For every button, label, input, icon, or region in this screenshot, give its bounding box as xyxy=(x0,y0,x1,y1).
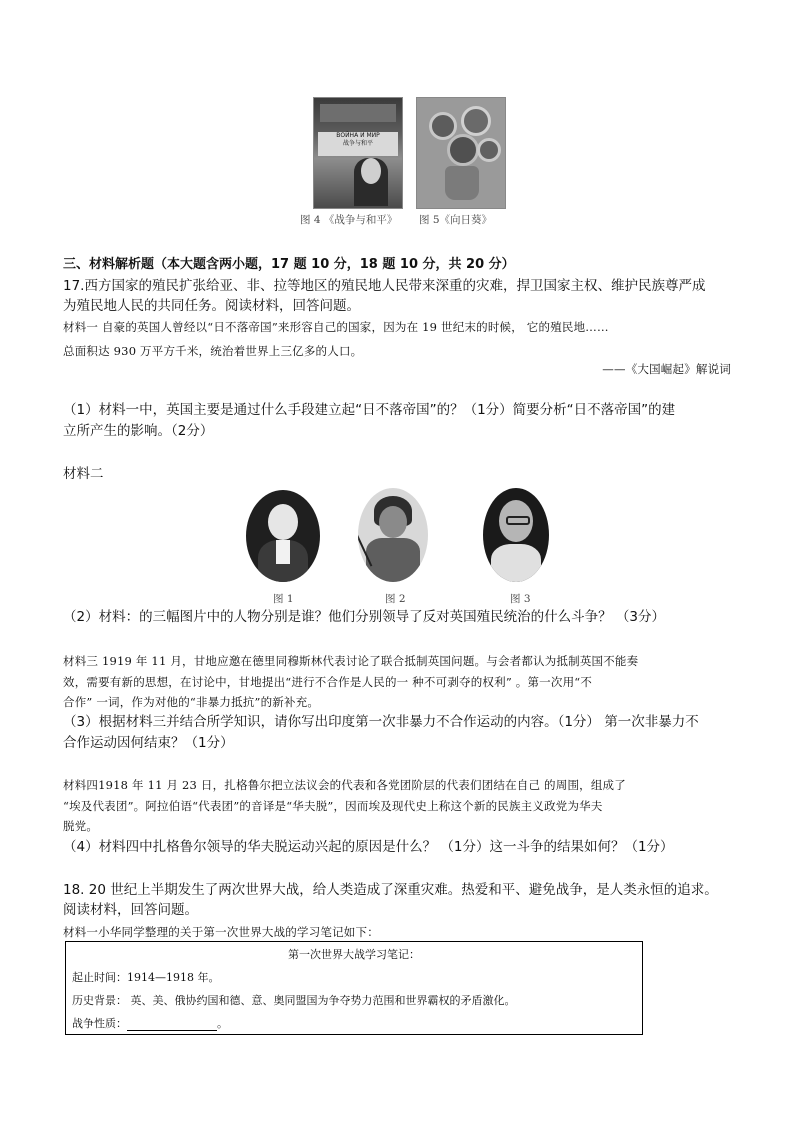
q18-material1-label: 材料一小华同学整理的关于第一次世界大战的学习笔记如下： xyxy=(63,925,379,939)
q18-intro-line1: 18. 20 世纪上半期发生了两次世界大战，给人类造成了深重灾难。热爱和平、避免战争，是人类永恒的追求。 xyxy=(63,882,718,898)
q17-sub1-line1: （1）材料一中，英国主要是通过什么手段建立起“日不落帝国”的？（1分）简要分析“日不落帝国”的建 xyxy=(63,402,676,418)
notes-nature-end: 。 xyxy=(217,1016,228,1030)
material4-line3: 脱党。 xyxy=(63,819,99,833)
notes-nature-label: 战争性质： xyxy=(72,1016,127,1030)
notes-row-nature xyxy=(66,1011,643,1035)
q17-sub3-line1: （3）根据材料三并结合所学知识，请你写出印度第一次非暴力不合作运动的内容。（1分） 第一次非暴力不 xyxy=(63,714,699,730)
material4-line1: 材料四1918 年 11 月 23 日，扎格鲁尔把立法议会的代表和各党团阶层的代表们团结在自己 的周围，组成了 xyxy=(63,778,626,792)
notes-row-background: 历史背景： 英、美、俄协约国和德、意、奥同盟国为争夺势力范围和世界霸权的矛盾激化。 xyxy=(72,993,516,1007)
book-cover-title: ВОЙНА И МИР 战争与和平 xyxy=(318,132,398,156)
wwi-study-notes-table xyxy=(65,941,643,1035)
pic1-caption: 图 1 xyxy=(273,593,294,605)
q18-intro-line2: 阅读材料，回答问题。 xyxy=(63,902,198,918)
q17-sub4: （4）材料四中扎格鲁尔领导的华夫脱运动兴起的原因是什么？ （1分）这一斗争的结果如何？（1分） xyxy=(63,839,674,855)
material1-source: ——《大国崛起》解说词 xyxy=(602,362,731,376)
material3-line3: 合作” 一词，作为对他的“非暴力抵抗”的新补充。 xyxy=(63,695,320,709)
q17-sub1-line2: 立所产生的影响。（2分） xyxy=(63,423,214,439)
notes-row-period: 起止时间：1914—1918 年。 xyxy=(72,970,220,984)
section3-heading: 三、材料解析题（本大题含两小题，17 题 10 分，18 题 10 分，共 20 分） xyxy=(63,257,515,272)
fig5-caption: 图 5《向日葵》 xyxy=(419,214,493,226)
sunflowers-painting-image xyxy=(416,97,506,209)
war-and-peace-book-cover-image xyxy=(313,97,403,209)
q17-intro-line2: 为殖民地人民的共同任务。阅读材料，回答问题。 xyxy=(63,298,360,314)
q17-sub2: （2）材料：的三幅图片中的人物分别是谁？他们分别领导了反对英国殖民统治的什么斗争？ （3分） xyxy=(63,609,665,625)
nature-answer-blank[interactable] xyxy=(127,1018,217,1031)
material1-line1: 材料一 自豪的英国人曾经以“日不落帝国”来形容自己的国家，因为在 19 世纪末的时候， 它的殖民地…… xyxy=(63,320,609,334)
pic3-caption: 图 3 xyxy=(510,593,531,605)
fig4-caption: 图 4 《战争与和平》 xyxy=(300,214,398,226)
q17-sub3-line2: 合作运动因何结束？（1分） xyxy=(63,735,234,751)
material2-label: 材料二 xyxy=(63,466,104,482)
notes-title: 第一次世界大战学习笔记： xyxy=(288,947,420,961)
q17-intro-line1: 17.西方国家的殖民扩张给亚、非、拉等地区的殖民地人民带来深重的灾难，捍卫国家主权、维护民族尊严成 xyxy=(63,278,706,294)
portrait-lakshmibai-image xyxy=(358,488,428,582)
pic2-caption: 图 2 xyxy=(385,593,406,605)
material4-line2: “埃及代表团”。阿拉伯语“代表团”的音译是“华夫脱”，因而埃及现代史上称这个新的民族主义政党为华夫 xyxy=(63,799,603,813)
material3-line2: 效，需要有新的思想，在讨论中，甘地提出“进行不合作是人民的一 种不可剥夺的权利” 。第一次用“不 xyxy=(63,675,593,689)
portrait-gandhi-image xyxy=(483,488,549,582)
material1-line2: 总面积达 930 万平方千米，统治着世界上三亿多的人口。 xyxy=(63,344,363,358)
portrait-washington-image xyxy=(246,490,320,582)
material3-line1: 材料三 1919 年 11 月，甘地应邀在德里同穆斯林代表讨论了联合抵制英国问题。与会者都认为抵制英国不能奏 xyxy=(63,654,639,668)
